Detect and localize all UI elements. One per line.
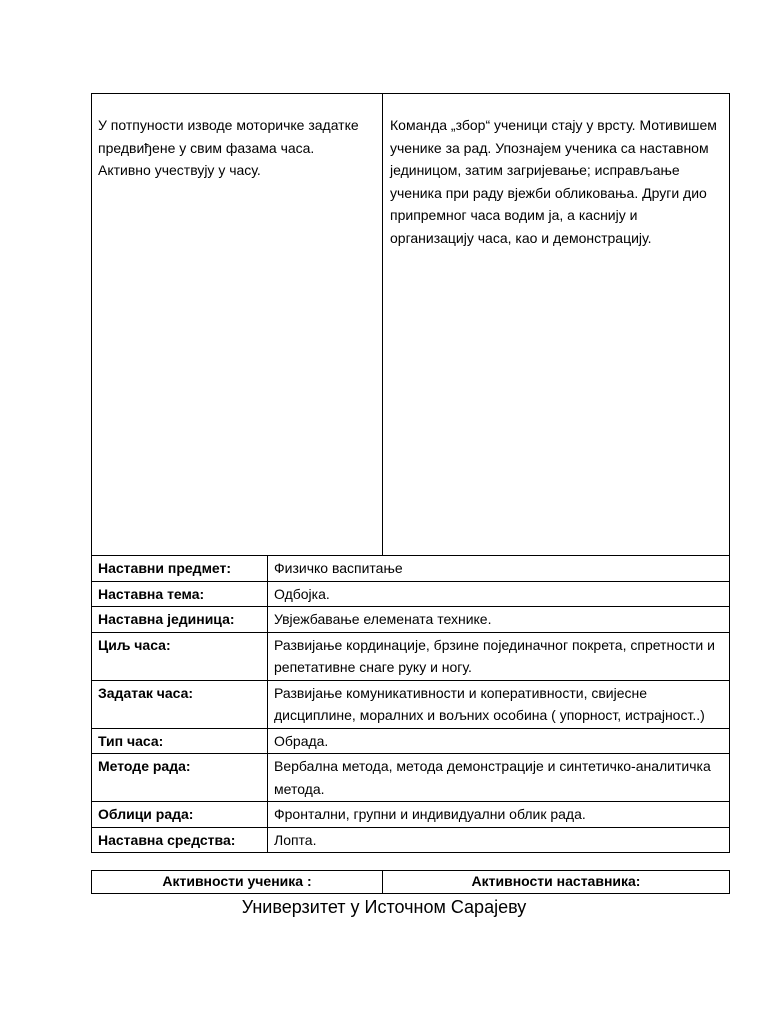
table-row (92, 680, 730, 728)
table-row (92, 556, 730, 582)
table-row (92, 607, 730, 633)
row-label: Тип часа: (92, 728, 268, 754)
row-value: Обрада. (268, 728, 730, 754)
row-label: Наставна средства: (92, 827, 268, 853)
student-activities-text: У потпуности изводе моторичке задатке предвиђене у свим фазама часа. Активно учествују у часу. (98, 117, 359, 178)
row-label: Наставна јединица: (92, 607, 268, 633)
row-label: Циљ часа: (92, 632, 268, 680)
row-value: Лопта. (268, 827, 730, 853)
row-label: Наставни предмет: (92, 556, 268, 582)
table-row (92, 827, 730, 853)
column-divider (382, 94, 383, 555)
row-label: Методе рада: (92, 754, 268, 802)
teacher-activities-heading: Активности наставника: (471, 873, 641, 889)
teacher-activities-text: Команда „збор“ ученици стају у врсту. Мотивишем ученике за рад. Упознајем ученика са наставном јединицом, затим загријевање; исправљање ученика при раду вјежби обликовања. Други дио припремног часа водим ја, а каснију и организацију часа, као и демонстрацију. (390, 117, 717, 246)
row-label: Облици рада: (92, 802, 268, 828)
table-row (92, 728, 730, 754)
student-activities-heading: Активности ученика : (162, 873, 312, 889)
row-value: Одбојка. (268, 581, 730, 607)
row-value: Вербална метода, метода демонстрације и синтетичко-аналитичка метода. (268, 754, 730, 802)
row-value: Физичко васпитање (268, 556, 730, 582)
row-label: Наставна тема: (92, 581, 268, 607)
table-row (92, 802, 730, 828)
activities-header-row (91, 870, 730, 894)
row-label: Задатак часа: (92, 680, 268, 728)
table-row (92, 754, 730, 802)
row-value: Увјежбавање елемената технике. (268, 607, 730, 633)
university-footer: Универзитет у Источном Сарајеву (241, 897, 527, 917)
row-value: Развијање кординације, брзине појединачног покрета, спретности и репетативне снаге руку и ногу. (268, 632, 730, 680)
table-row (92, 632, 730, 680)
row-value: Развијање комуникативности и коперативности, свијесне дисциплине, моралних и вољних особина ( упорност, истрајност..) (268, 680, 730, 728)
student-teacher-activities-box (91, 93, 730, 556)
table-row (92, 581, 730, 607)
row-value: Фронтални, групни и индивидуални облик рада. (268, 802, 730, 828)
lesson-info-table (91, 555, 730, 853)
